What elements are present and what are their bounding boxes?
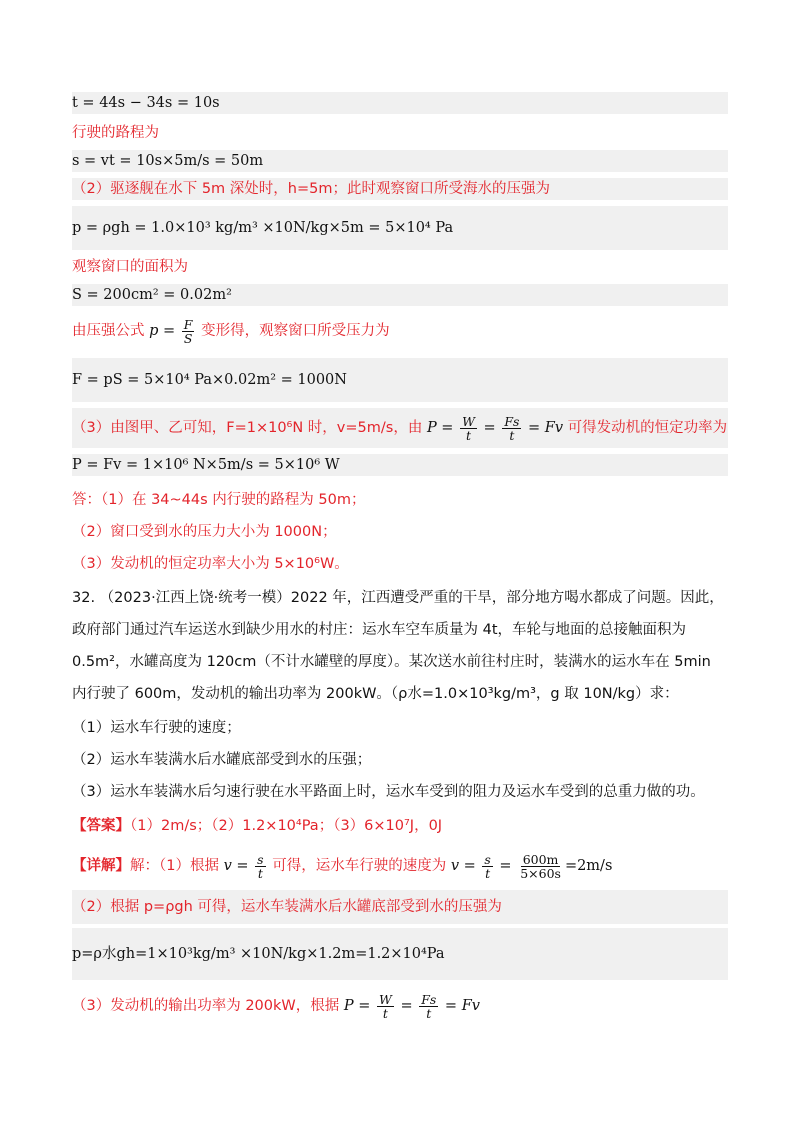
detail-part2 (72, 890, 728, 924)
text: （3）由图甲、乙可知，F=1×10⁶N 时，v=5m/s，由 (72, 420, 423, 436)
fraction-F-over-S: $\frac{F}{S}$ (183, 316, 193, 346)
question-item-2 (72, 744, 728, 776)
question-text: （2023·江西上饶·统考一模）2022 年，江西遭受严重的干旱，部分地方喝水都成了问题。因此，政府部门通过汽车运送水到缺少用水的村庄：运水车空车质量为 4t，车轮与地面的总接触面积为 0.5m²，水罐高度为 120cm（不计水罐壁的厚度）。某次送水前往村庄时，装满水的运水车在 5min 内行驶了 600m，发动机的输出功率为 200kW。（ρ水=1.0×10³kg/m³，g 取 10N/kg）求： (72, 590, 724, 702)
answer-text: （1）2m/s；（2）1.2×10⁴Pa；（3）6×10⁷J，0J (130, 818, 443, 834)
answer-line-2 (72, 516, 728, 548)
text: （3）发动机的输出功率为 200kW，根据 (72, 998, 340, 1014)
text: （3）发动机的恒定功率大小为 5×10⁶W。 (72, 556, 349, 572)
answer-tag: 【答案】 (72, 818, 130, 834)
text: 变形得，观察窗口所受压力为 (201, 323, 390, 339)
text: （2）根据 p=ρgh 可得，运水车装满水后水罐底部受到水的压强为 (72, 899, 502, 915)
text: （3）运水车装满水后匀速行驶在水平路面上时，运水车受到的阻力及运水车受到的总重力做的功。 (72, 784, 705, 800)
equation-text: S = 200cm² = 0.02m² (72, 287, 232, 303)
question-item-3 (72, 776, 728, 808)
text: 行驶的路程为 (72, 125, 159, 141)
text: 解：（1）根据 (130, 858, 219, 874)
answer-line-3 (72, 548, 728, 580)
equation-pressure (72, 206, 728, 250)
equation-text: s = vt = 10s×5m/s = 50m (72, 153, 264, 169)
document-page (72, 92, 728, 1021)
text: （2）驱逐舰在水下 5m 深处时，h=5m；此时观察窗口所受海水的压强为 (72, 181, 550, 197)
detail-part1: 【详解】解：（1）根据 v = $\frac{s}{t}$ 可得，运水车行驶的速度为 v = $\frac{s}{t}$ = $\frac{600m}{5\times 60s}$ =2m/s (72, 851, 613, 881)
equation-time (72, 92, 728, 114)
equation-distance (72, 150, 728, 172)
text: 由压强公式 (72, 323, 145, 339)
text: 观察窗口的面积为 (72, 259, 188, 275)
equation-text: p=ρ水gh=1×10³kg/m³ ×10N/kg×1.2m=1.2×10⁴Pa (72, 946, 445, 962)
equation-text: t = 44s − 34s = 10s (72, 95, 220, 111)
equation-text: P = Fv = 1×10⁶ N×5m/s = 5×10⁶ W (72, 457, 340, 473)
area-label (72, 256, 728, 278)
answer-line-1 (72, 484, 728, 516)
equation-force (72, 358, 728, 402)
question-number: 32. (72, 590, 96, 606)
part2-intro (72, 178, 728, 200)
equation-area (72, 284, 728, 306)
part3-line: （3）由图甲、乙可知，F=1×10⁶N 时，v=5m/s，由 P = $\frac{W}{t}$ = $\frac{Fs}{t}$ = Fv 可得发动机的恒定功率为 (72, 408, 728, 448)
text: 可得，运水车行驶的速度为 (272, 858, 447, 874)
equation-water-pressure (72, 928, 728, 980)
text: （2）运水车装满水后水罐底部受到水的压强； (72, 752, 372, 768)
pressure-formula-line: 由压强公式 p = $\frac{F}{S}$ 变形得，观察窗口所受压力为 (72, 316, 390, 346)
equation-text: F = pS = 5×10⁴ Pa×0.02m² = 1000N (72, 372, 347, 388)
text: （2）窗口受到水的压力大小为 1000N； (72, 524, 337, 540)
question-item-1 (72, 712, 728, 744)
text: （1）运水车行驶的速度； (72, 720, 241, 736)
detail-tag: 【详解】 (72, 858, 130, 874)
equation-power (72, 454, 728, 476)
text: 可得发动机的恒定功率为 (567, 420, 728, 436)
detail-part3: （3）发动机的输出功率为 200kW，根据 P = $\frac{W}{t}$ = $\frac{Fs}{t}$ = Fv (72, 991, 480, 1021)
equation-text: p = ρgh = 1.0×10³ kg/m³ ×10N/kg×5m = 5×10⁴ Pa (72, 220, 454, 236)
answer-summary (72, 810, 728, 842)
text: 答：（1）在 34~44s 内行驶的路程为 50m； (72, 492, 366, 508)
distance-label (72, 122, 728, 144)
question-32 (72, 582, 728, 710)
